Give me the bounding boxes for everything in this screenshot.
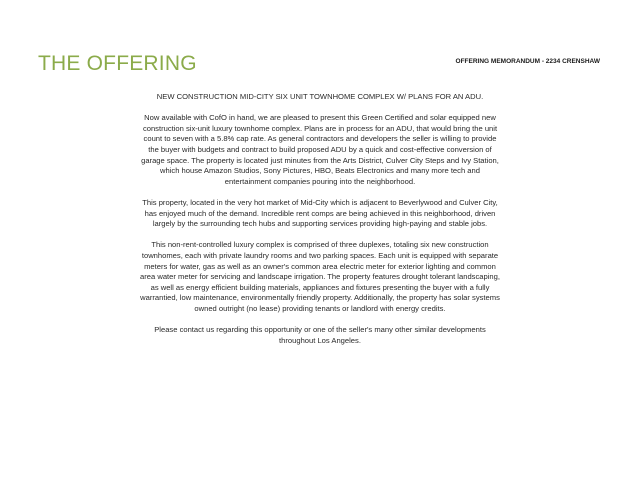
offering-body: [140, 92, 500, 357]
offering-heading: [140, 92, 500, 103]
offering-paragraph-4: Please contact us regarding this opportunity or one of the seller's many other similar developments throughout Los Angeles.: [154, 325, 486, 345]
document-header: OFFERING MEMORANDUM - 2234 CRENSHAW: [455, 58, 600, 65]
offering-paragraph-2: This property, located in the very hot market of Mid-City which is adjacent to Beverlywood and Culver City, has enjoyed much of the demand. Incredible rent comps are being achieved in this neighborhood, driven largely by the surrounding tech hubs and supporting services providing high-paying and stable jobs.: [142, 197, 498, 229]
offering-paragraph-1: Now available with CofO in hand, we are pleased to present this Green Certified and solar equipped new construction six-unit luxury townhome complex. Plans are in process for an ADU, that would bring the unit count to seven with a 5.8% cap rate. As general contractors and developers the seller is willing to provide the buyer with budgets and contract to build proposed ADU by a quick and cost-effective conversion of garage space. The property is located just minutes from the Arts District, Culver City Steps and Ivy Station, which house Amazon Studios, Sony Pictures, HBO, Beats Electronics and many more tech and entertainment companies pouring into the neighborhood.: [141, 113, 499, 186]
offering-paragraph-3: This non-rent-controlled luxury complex is comprised of three duplexes, totaling six new construction townhomes, each with private laundry rooms and two parking spaces. Each unit is equipped with separate meters for water, gas as well as an owner's common area electric meter for exterior lighting and common area water meter for servicing and landscape irrigation. The property features drought tolerant landscaping, as well as energy efficient building materials, appliances and fixtures presenting the buyer with a fully warrantied, low maintenance, environmentally friendly property. Additionally, the property has solar systems owned outright (no lease) providing tenants or landlord with energy credits.: [140, 240, 500, 313]
offering-heading-text: NEW CONSTRUCTION MID-CITY SIX UNIT TOWNHOME COMPLEX W/ PLANS FOR AN ADU.: [156, 92, 484, 101]
page-title: THE OFFERING: [38, 52, 197, 75]
